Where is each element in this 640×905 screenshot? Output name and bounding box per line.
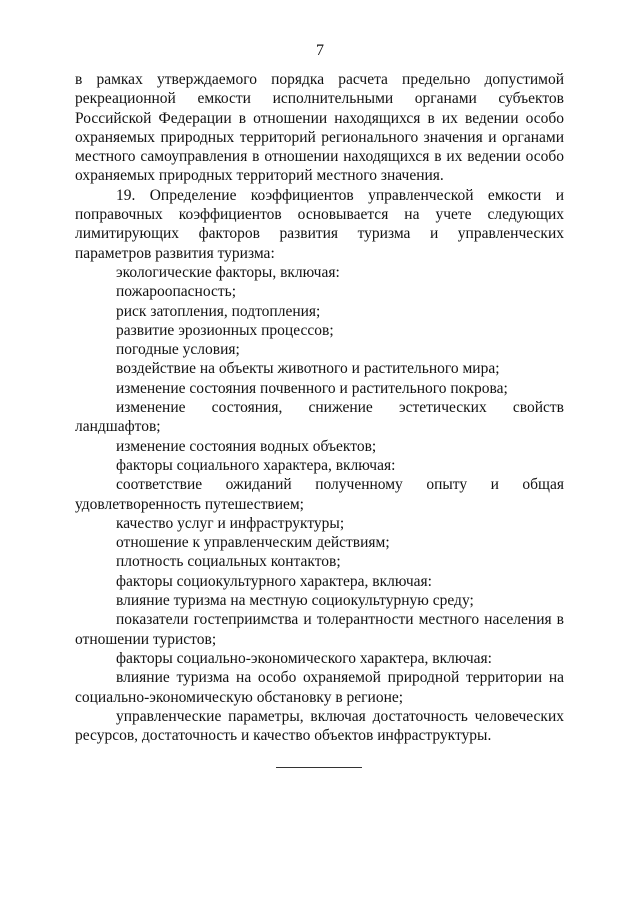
paragraph: факторы социально-экономического характера, включая: — [116, 649, 492, 667]
paragraph: отношение к управленческим действиям; — [116, 534, 390, 552]
paragraph: факторы социального характера, включая: — [116, 456, 396, 474]
paragraph: экологические факторы, включая: — [116, 263, 340, 281]
paragraph: влияние туризма на особо охраняемой природной территории на социально-экономическую обстановку в регионе; — [75, 669, 564, 706]
paragraph: изменение состояния, снижение эстетических свойств ландшафтов; — [75, 399, 564, 436]
paragraph: управленческие параметры, включая достаточность человеческих ресурсов, достаточность и качество объектов инфраструктуры. — [75, 707, 564, 745]
paragraph: качество услуг и инфраструктуры; — [116, 514, 345, 532]
document-body — [75, 70, 564, 745]
paragraph: соответствие ожиданий полученному опыту и общая удовлетворенность путешествием; — [75, 476, 564, 513]
paragraph: изменение состояния водных объектов; — [116, 437, 377, 455]
paragraph: погодные условия; — [116, 341, 240, 359]
paragraph: пожароопасность; — [116, 283, 237, 301]
paragraph: факторы социокультурного характера, включая: — [116, 572, 432, 590]
end-separator-line — [276, 767, 362, 768]
paragraph: в рамках утверждаемого порядка расчета предельно допустимой рекреационной емкости исполнительными органами субъектов Российской Федерации в отношении находящихся в их ведении особо охраняемых природных территорий регионального значения и органами местного самоуправления в отношении находящихся в их ведении особо охраняемых природных территорий местного значения. — [75, 71, 564, 185]
paragraph: развитие эрозионных процессов; — [116, 321, 334, 339]
paragraph: влияние туризма на местную социокультурную среду; — [116, 592, 474, 610]
paragraph: плотность социальных контактов; — [116, 553, 341, 571]
paragraph: риск затопления, подтопления; — [116, 302, 321, 320]
paragraph: воздействие на объекты животного и растительного мира; — [116, 360, 500, 378]
page-number: 7 — [316, 42, 324, 59]
paragraph: изменение состояния почвенного и растительного покрова; — [116, 379, 508, 397]
paragraph: показатели гостеприимства и толерантности местного населения в отношении туристов; — [75, 611, 564, 648]
paragraph: 19. Определение коэффициентов управленческой емкости и поправочных коэффициентов основывается на учете следующих лимитирующих факторов развития туризма и управленческих параметров развития туризма: — [75, 186, 564, 262]
